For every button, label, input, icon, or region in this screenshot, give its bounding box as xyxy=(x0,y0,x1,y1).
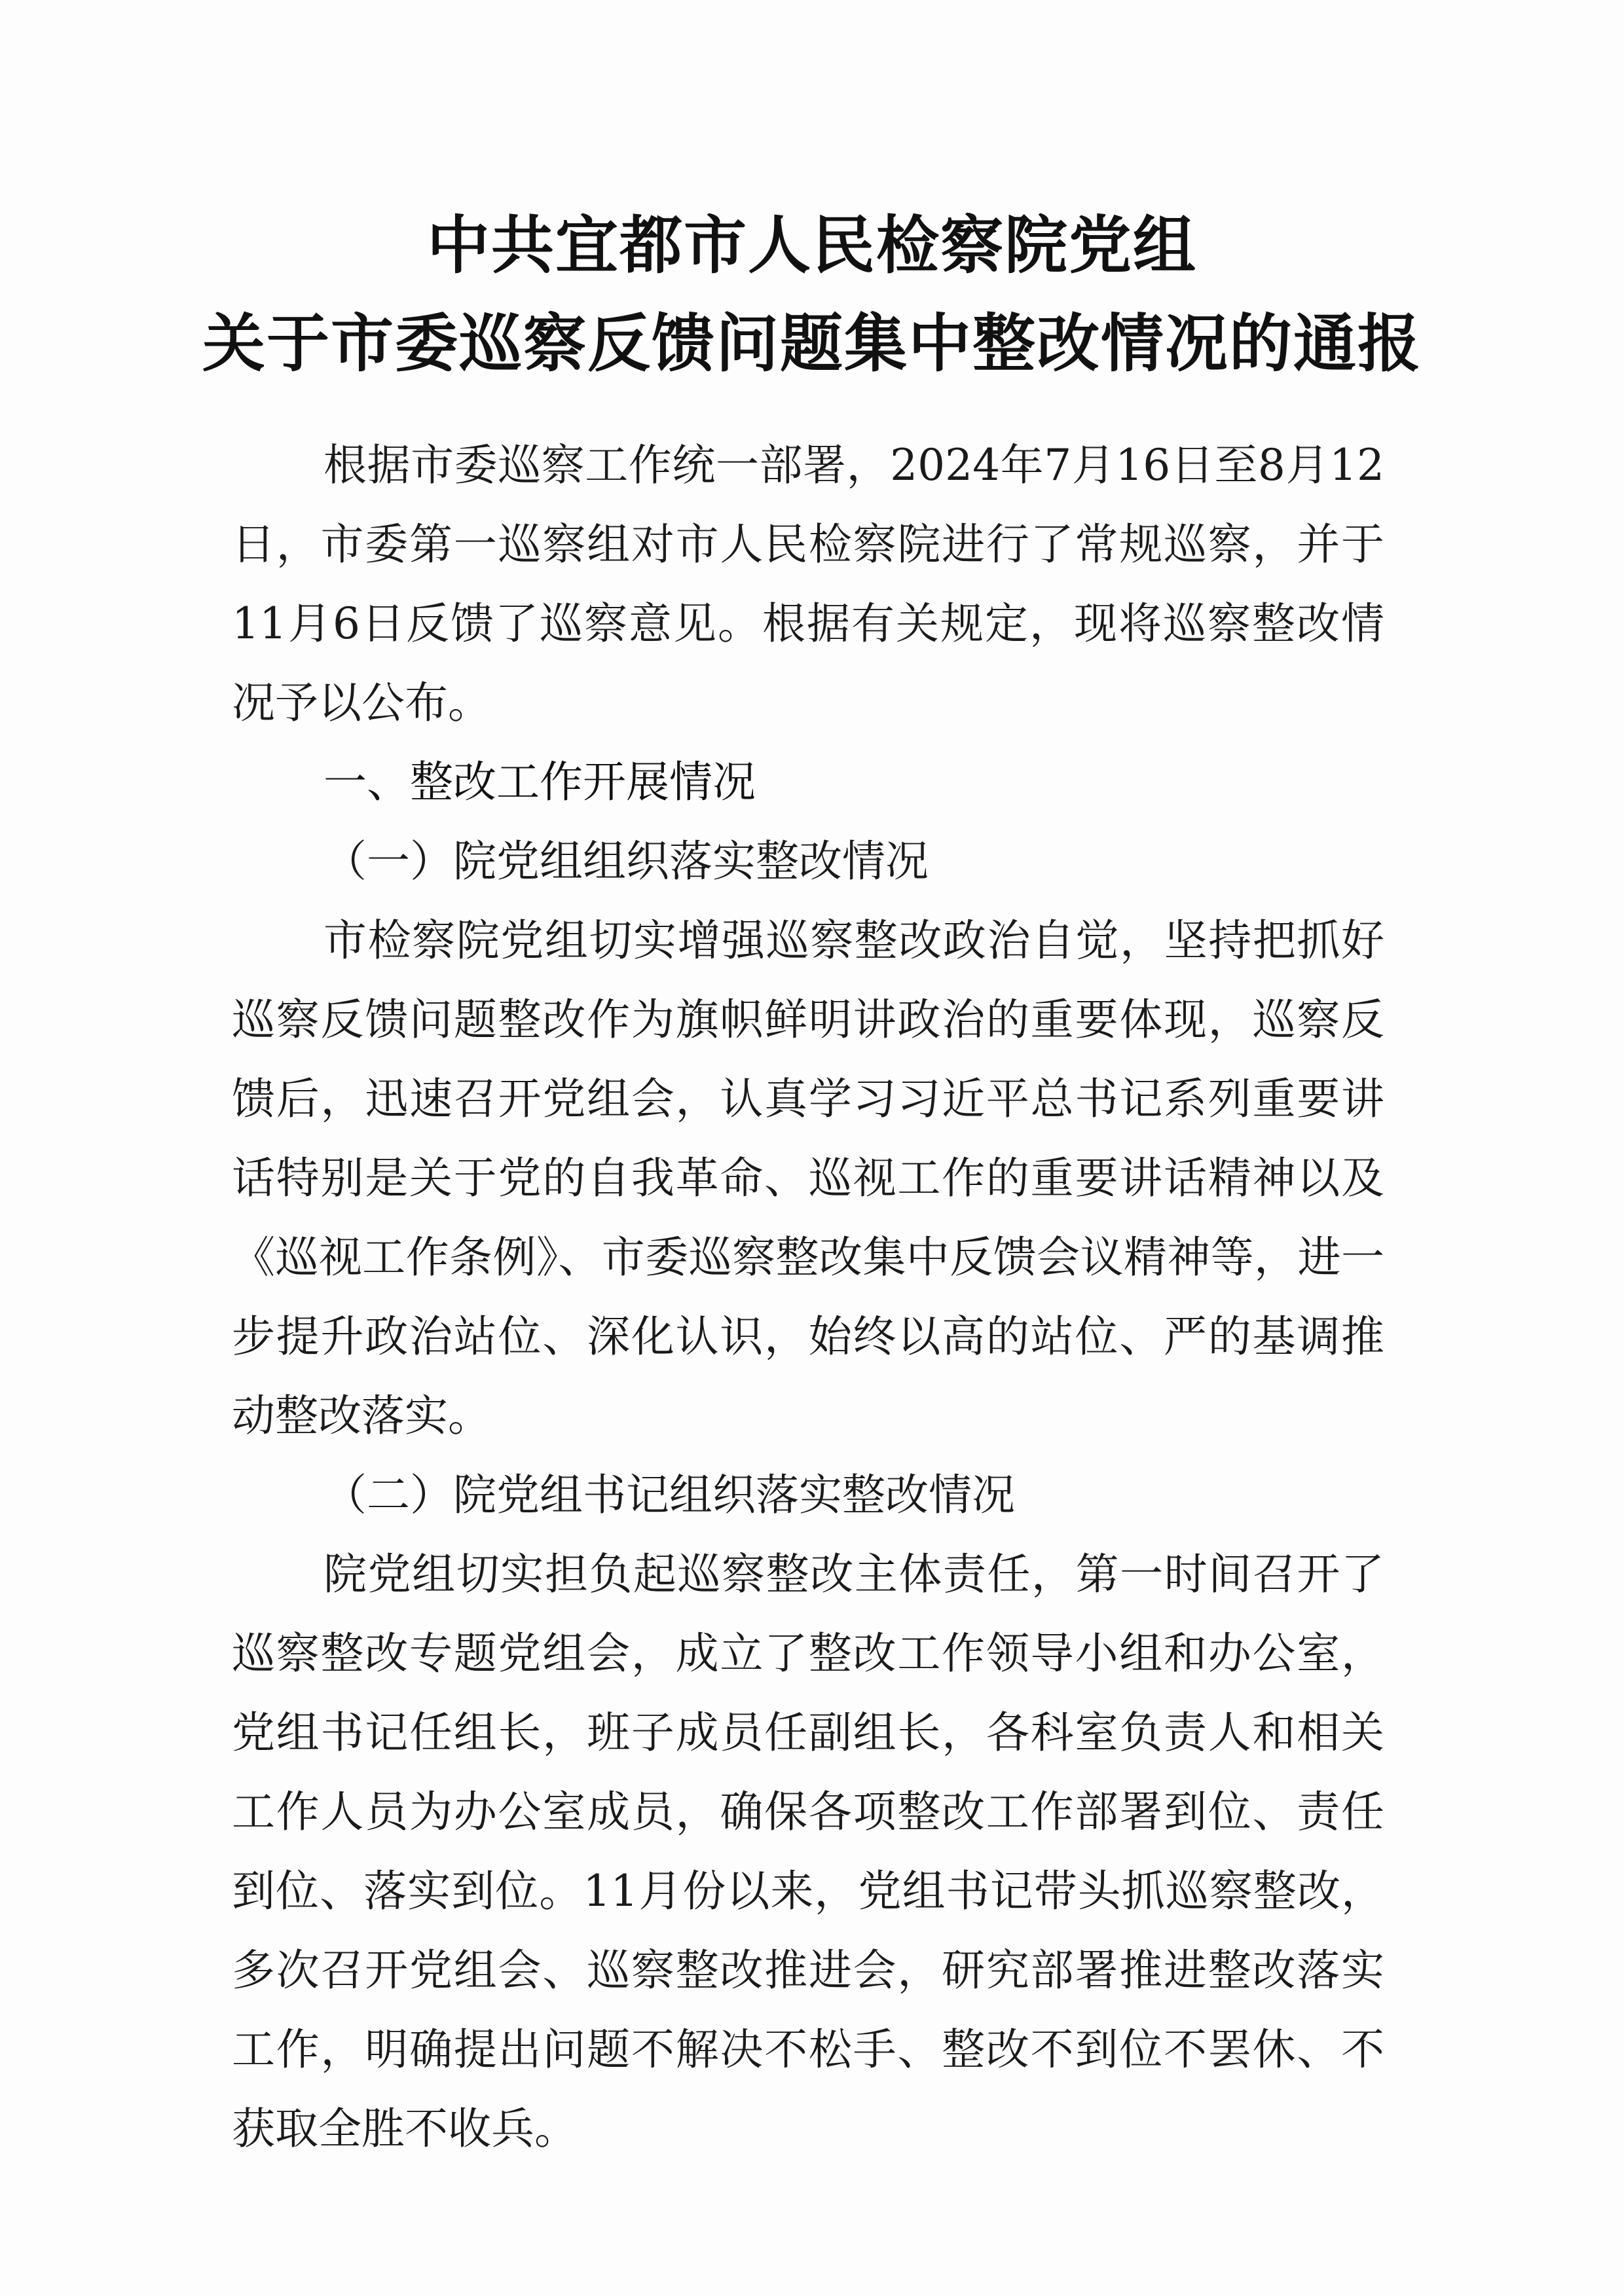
subsection-heading: （二）院党组书记组织落实整改情况 xyxy=(323,1470,1015,1520)
subsection-heading: （一）院党组组织落实整改情况 xyxy=(323,836,929,886)
section-heading: 一、整改工作开展情况 xyxy=(323,757,756,807)
document-body xyxy=(232,426,1384,2168)
title-line-2: 关于市委巡察反馈问题集中整改情况的通报 xyxy=(202,306,1422,380)
subsection-paragraph: 市检察院党组切实增强巡察整改政治自觉，坚持把抓好巡察反馈问题整改作为旗帜鲜明讲政治的重要体现，巡察反馈后，迅速召开党组会，认真学习习近平总书记系列重要讲话特别是关于党的自我革命、巡视工作的重要讲话精神以及《巡视工作条例》、市委巡察整改集中反馈会议精神等，进一步提升政治站位、深化认识，始终以高的站位、严的基调推动整改落实。 xyxy=(232,915,1384,1441)
title-line-1: 中共宜都市人民检察院党组 xyxy=(427,208,1197,282)
intro-paragraph: 根据市委巡察工作统一部署，2024年7月16日至8月12日，市委第一巡察组对市人民检察院进行了常规巡察，并于11月6日反馈了巡察意见。根据有关规定，现将巡察整改情况予以公布。 xyxy=(232,440,1384,728)
document-title xyxy=(0,196,1624,393)
subsection-paragraph: 院党组切实担负起巡察整改主体责任，第一时间召开了巡察整改专题党组会，成立了整改工作领导小组和办公室，党组书记任组长，班子成员任副组长，各科室负责人和相关工作人员为办公室成员，确保各项整改工作部署到位、责任到位、落实到位。11月份以来，党组书记带头抓巡察整改，多次召开党组会、巡察整改推进会，研究部署推进整改落实工作，明确提出问题不解决不松手、整改不到位不罢休、不获取全胜不收兵。 xyxy=(232,1549,1384,2154)
